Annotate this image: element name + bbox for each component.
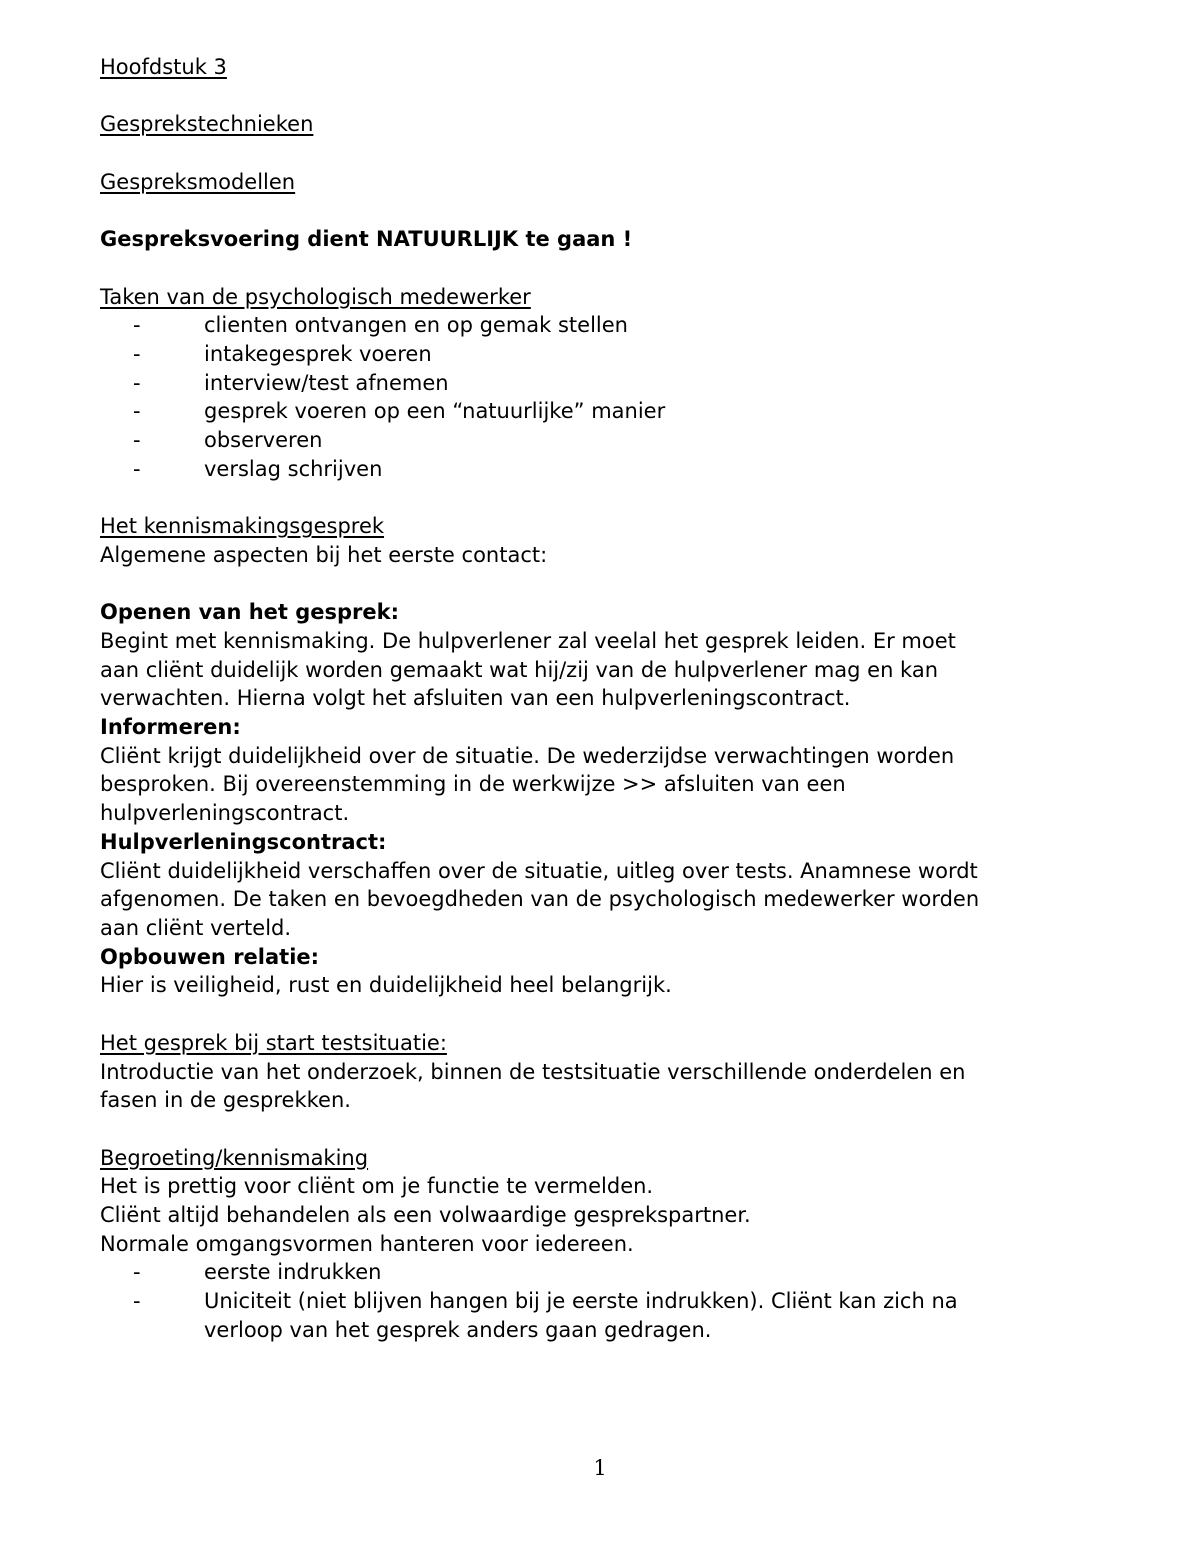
intro-conversation-intro: Algemene aspecten bij het eerste contact: (100, 542, 548, 567)
dash-bullet: - (133, 1289, 141, 1314)
list-item-text: eerste indrukken (204, 1260, 382, 1285)
spacer (100, 139, 1100, 168)
list-item-text: verslag schrijven (204, 456, 383, 481)
list-item (100, 426, 1100, 455)
spacer (100, 1115, 1100, 1144)
list-item-text: interview/test afnemen (204, 370, 449, 395)
spacer (100, 483, 1100, 512)
greeting-list (100, 1258, 1100, 1344)
paragraph-line: verwachten. Hierna volgt het afsluiten van een hulpverleningscontract. (100, 686, 851, 711)
tasks-list (100, 311, 1100, 483)
paragraph-line: aan cliënt verteld. (100, 916, 292, 940)
list-item-text: verloop van het gesprek anders gaan gedragen. (204, 1317, 712, 1342)
paragraph-line: Begint met kennismaking. De hulpverlener zal veelal het gesprek leiden. Er moet (100, 628, 956, 653)
list-item (100, 369, 1100, 398)
paragraph-line: Hier is veiligheid, rust en duidelijkheid heel belangrijk. (100, 973, 672, 998)
list-item (100, 455, 1100, 484)
document-page (100, 53, 1100, 1345)
spacer (100, 82, 1100, 111)
list-item (100, 311, 1100, 340)
emphasis-statement: Gespreksvoering dient NATUURLIJK te gaan ! (100, 227, 633, 252)
list-item (100, 340, 1100, 369)
section-title-opbouwen-relatie: Opbouwen relatie: (100, 944, 320, 969)
spacer (100, 196, 1100, 225)
paragraph-line: fasen in de gesprekken. (100, 1088, 351, 1113)
paragraph-line: Het is prettig voor cliënt om je functie te vermelden. (100, 1174, 654, 1199)
list-item-text: Uniciteit (niet blijven hangen bij je eerste indrukken). Cliënt kan zich na (204, 1289, 958, 1314)
paragraph-line: afgenomen. De taken en bevoegdheden van de psychologisch medewerker worden (100, 887, 980, 912)
paragraph-line: Introductie van het onderzoek, binnen de testsituatie verschillende onderdelen en (100, 1059, 966, 1084)
intro-conversation-heading: Het kennismakingsgesprek (100, 514, 385, 539)
dash-bullet: - (133, 456, 141, 481)
subtitle-gespreksmodellen: Gespreksmodellen (100, 169, 296, 194)
paragraph-line: Cliënt altijd behandelen als een volwaardige gesprekspartner. (100, 1203, 751, 1227)
section-title-hulpverleningscontract: Hulpverleningscontract: (100, 829, 387, 854)
list-item-text: intakegesprek voeren (204, 341, 432, 366)
dash-bullet: - (133, 341, 141, 366)
list-item-text: clienten ontvangen en op gemak stellen (204, 313, 628, 338)
paragraph-line: hulpverleningscontract. (100, 801, 350, 826)
spacer (100, 254, 1100, 283)
paragraph-line: Cliënt duidelijkheid verschaffen over de situatie, uitleg over tests. Anamnese wordt (100, 858, 978, 883)
paragraph-line: Cliënt krijgt duidelijkheid over de situatie. De wederzijdse verwachtingen worden (100, 743, 955, 768)
page-number: 1 (593, 1456, 607, 1480)
list-item (100, 397, 1100, 426)
greeting-heading: Begroeting/kennismaking (100, 1145, 369, 1170)
paragraph-line: Normale omgangsvormen hanteren voor iedereen. (100, 1231, 634, 1256)
paragraph-line: aan cliënt duidelijk worden gemaakt wat hij/zij van de hulpverlener mag en kan (100, 657, 939, 682)
section-title-informeren: Informeren: (100, 715, 241, 740)
tasks-heading: Taken van de psychologisch medewerker (100, 284, 531, 309)
section-title-openen: Openen van het gesprek: (100, 600, 400, 625)
spacer (100, 1000, 1100, 1029)
subtitle-gesprekstechnieken: Gesprekstechnieken (100, 112, 314, 137)
test-situation-heading: Het gesprek bij start testsituatie: (100, 1030, 447, 1055)
paragraph-line: besproken. Bij overeenstemming in de werkwijze >> afsluiten van een (100, 772, 846, 797)
dash-bullet: - (133, 399, 141, 424)
dash-bullet: - (133, 370, 141, 395)
list-item-text: observeren (204, 428, 323, 453)
dash-bullet: - (133, 313, 141, 338)
dash-bullet: - (133, 1260, 141, 1285)
list-item (100, 1258, 1100, 1287)
list-item-text: gesprek voeren op een “natuurlijke” manier (204, 399, 666, 424)
spacer (100, 570, 1100, 599)
chapter-title: Hoofdstuk 3 (100, 55, 227, 79)
dash-bullet: - (133, 428, 141, 453)
list-item (100, 1287, 1100, 1344)
